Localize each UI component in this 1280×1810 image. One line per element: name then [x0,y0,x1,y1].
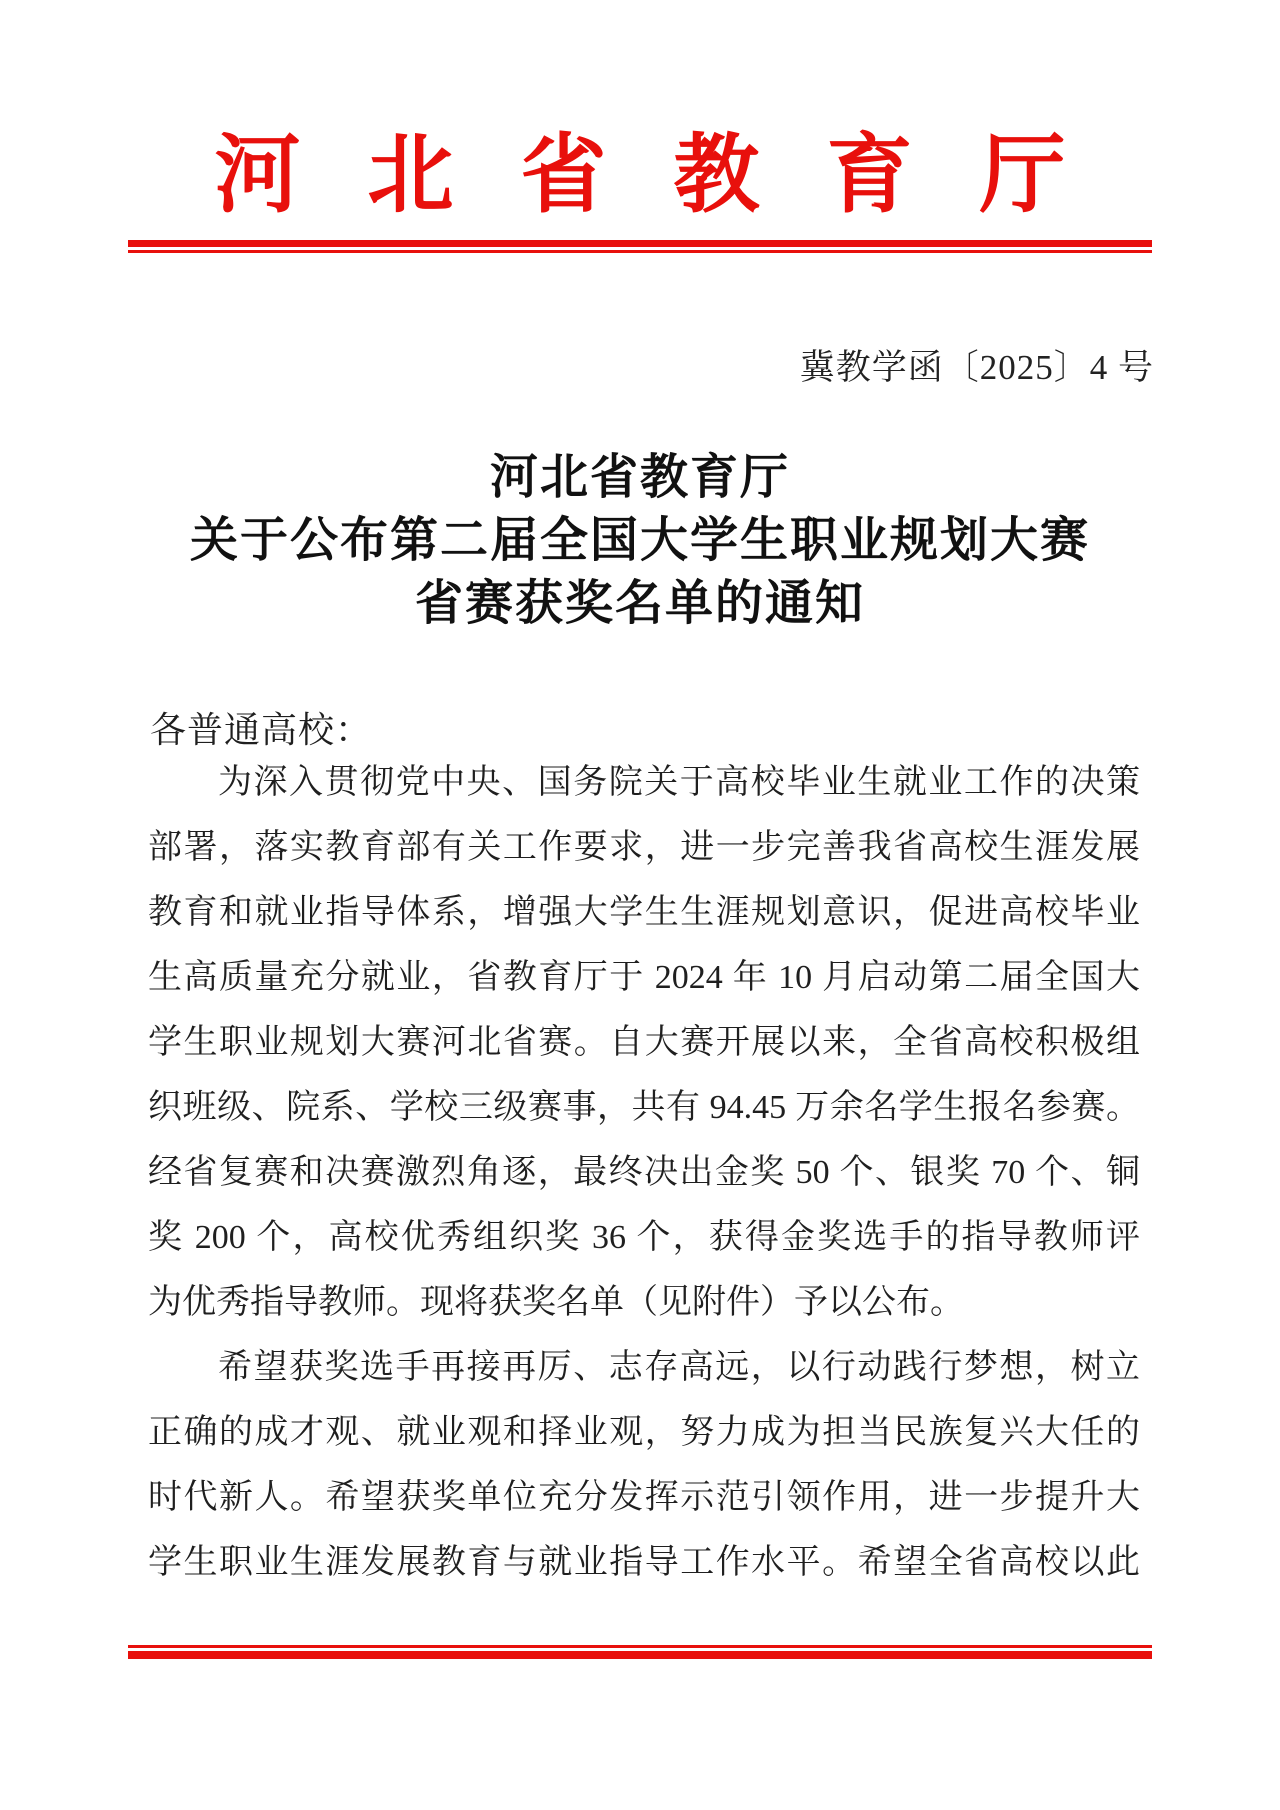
footer-rule [128,1645,1152,1659]
body-line: 正确的成才观、就业观和择业观，努力成为担当民族复兴大任的 [148,1414,1140,1451]
document-body [148,750,1140,1595]
body-line: 为优秀指导教师。现将获奖名单（见附件）予以公布。 [148,1284,964,1321]
document-title-line: 关于公布第二届全国大学生职业规划大赛 [189,514,1090,567]
body-line: 希望获奖选手再接再厉、志存高远，以行动践行梦想，树立 [218,1349,1140,1386]
body-line: 部署，落实教育部有关工作要求，进一步完善我省高校生涯发展 [148,829,1140,866]
body-line: 生高质量充分就业，省教育厅于 2024 年 10 月启动第二届全国大 [148,959,1140,996]
document-title-line: 省赛获奖名单的通知 [414,577,865,630]
body-line: 学生职业规划大赛河北省赛。自大赛开展以来，全省高校积极组 [148,1024,1140,1061]
body-line: 学生职业生涯发展教育与就业指导工作水平。希望全省高校以此 [148,1544,1140,1581]
document-title-line: 河北省教育厅 [489,451,790,504]
masthead-rule [128,240,1152,253]
body-line: 教育和就业指导体系，增强大学生生涯规划意识，促进高校毕业 [148,894,1140,931]
document-title [0,446,1280,635]
salutation: 各普通高校： [150,710,373,750]
agency-masthead: 河北省教育厅 [214,127,1133,223]
document-number: 冀教学函〔2025〕4 号 [799,348,1154,387]
body-line: 为深入贯彻党中央、国务院关于高校毕业生就业工作的决策 [218,764,1140,801]
body-line: 经省复赛和决赛激烈角逐，最终决出金奖 50 个、银奖 70 个、铜 [148,1154,1140,1191]
body-line: 奖 200 个，高校优秀组织奖 36 个，获得金奖选手的指导教师评 [148,1219,1140,1256]
body-line: 时代新人。希望获奖单位充分发挥示范引领作用，进一步提升大 [148,1479,1140,1516]
body-line: 织班级、院系、学校三级赛事，共有 94.45 万余名学生报名参赛。 [148,1089,1140,1126]
